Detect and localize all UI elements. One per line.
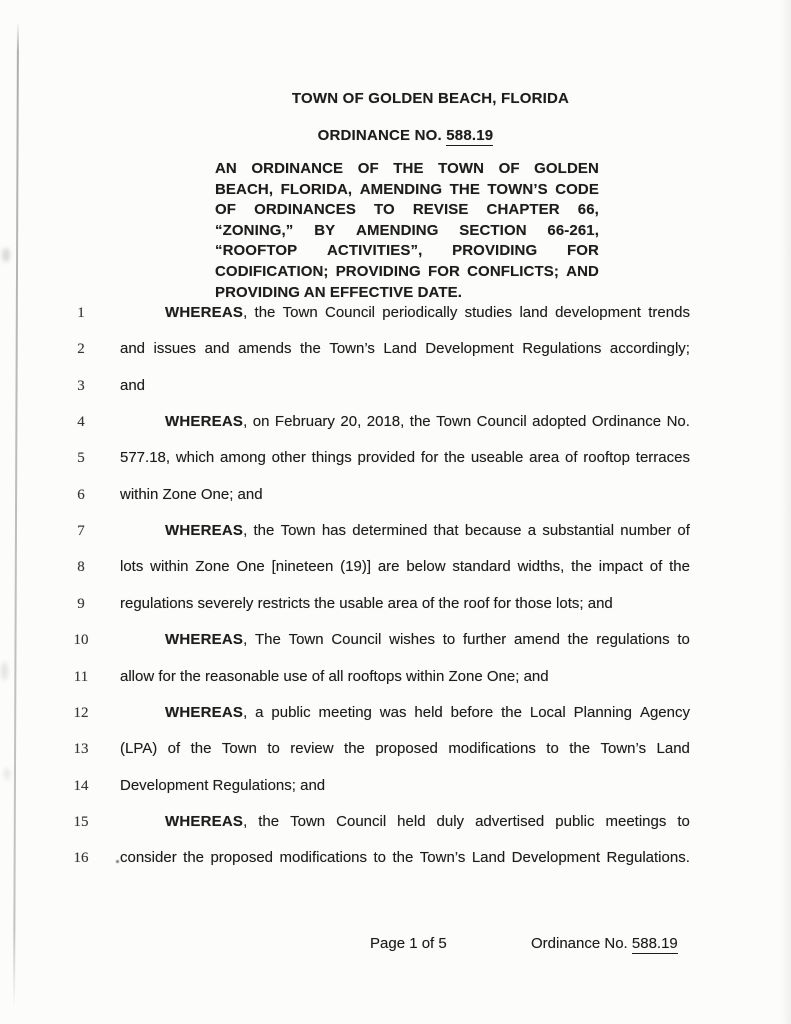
word: TO <box>374 201 395 219</box>
word: useable <box>470 449 524 467</box>
line-number: 3 <box>77 377 85 394</box>
word: Town’s <box>419 849 466 867</box>
word: the <box>299 340 321 358</box>
ordinance-number: 588.19 <box>446 127 494 144</box>
word: that <box>433 522 459 540</box>
word: consider <box>120 849 177 867</box>
word: Council <box>336 812 387 830</box>
word: AMENDING <box>359 180 443 198</box>
word: AN <box>215 160 237 177</box>
word: CONFLICTS; <box>467 262 559 280</box>
word: the <box>409 413 431 431</box>
word: 20, <box>340 413 362 431</box>
word: proposed <box>210 849 274 867</box>
word: because <box>464 522 522 540</box>
word: meetings <box>605 812 667 830</box>
ordinance-body-line <box>0 521 791 542</box>
word: REVISE <box>412 201 469 219</box>
scan-smudge <box>2 248 10 262</box>
word: the <box>569 740 591 758</box>
word: public <box>555 812 595 830</box>
word: “ZONING,” <box>215 221 294 239</box>
word: and <box>204 340 230 358</box>
word: advertised <box>475 812 545 830</box>
word: One <box>236 558 265 576</box>
word: WHEREAS, <box>165 812 248 830</box>
word: on <box>252 413 270 431</box>
word: OF <box>215 201 237 219</box>
word: BEACH, <box>215 180 274 198</box>
word: FLORIDA, <box>280 180 353 198</box>
word: before <box>450 703 494 721</box>
word: Town <box>280 522 316 540</box>
line-text: regulations severely restricts the usable area of the roof for those lots; and <box>120 594 613 612</box>
word: SECTION <box>459 221 527 239</box>
document-title: TOWN OF GOLDEN BEACH, FLORIDA <box>291 90 570 107</box>
word: Local <box>529 703 566 721</box>
line-text <box>120 448 690 468</box>
word: modifications <box>279 849 368 867</box>
word: OF <box>498 160 520 177</box>
word: Town <box>290 812 326 830</box>
ordinance-body-line <box>0 703 791 724</box>
line-text <box>120 557 690 577</box>
word: CODE <box>555 180 599 198</box>
ordinance-body-line <box>0 376 791 397</box>
word: Town <box>282 304 318 321</box>
word: among <box>220 449 266 467</box>
word: ORDINANCE <box>251 160 344 177</box>
word: wishes <box>389 631 435 649</box>
word: to <box>546 740 559 758</box>
line-text: and <box>120 376 146 394</box>
word: to <box>677 631 690 649</box>
word: Planning <box>573 703 633 721</box>
caption-line <box>215 241 599 262</box>
word: the <box>571 558 592 576</box>
word: No. <box>666 413 690 431</box>
line-text: allow for the reasonable use of all rooftops within Zone One; and <box>120 667 549 685</box>
ordinance-body-line <box>0 448 791 469</box>
word: lots <box>120 558 144 576</box>
word: the <box>344 740 365 758</box>
word: of <box>167 740 181 758</box>
line-text: within Zone One; and <box>120 485 263 503</box>
word: PROVIDING <box>452 242 538 260</box>
word: Town <box>221 740 257 758</box>
word: AND <box>566 262 599 280</box>
word: February <box>274 413 335 431</box>
line-text <box>165 303 690 323</box>
word: WHEREAS, <box>165 703 248 721</box>
word: PROVIDING <box>335 262 421 280</box>
word: 66-261, <box>547 221 599 239</box>
word: are <box>377 558 400 576</box>
word: Regulations. <box>606 849 690 867</box>
word: number <box>620 522 672 540</box>
word: THE <box>393 160 424 177</box>
caption-line <box>215 180 599 201</box>
word: THE <box>449 180 480 198</box>
word: provided <box>357 449 416 467</box>
ordinance-body-line <box>0 594 791 615</box>
word: widths, <box>517 558 565 576</box>
word: rooftop <box>583 449 630 467</box>
word: the <box>253 522 275 540</box>
word: [nineteen <box>271 558 334 576</box>
line-text <box>165 630 690 650</box>
word: FOR <box>567 242 599 260</box>
word: TOWN’S <box>487 180 548 198</box>
line-number: 1 <box>77 305 85 321</box>
line-number: 15 <box>73 813 89 830</box>
word: studies <box>464 304 513 321</box>
line-text <box>165 703 690 723</box>
word: to <box>267 740 280 758</box>
word: ACTIVITIES”, <box>326 242 423 260</box>
word: Council <box>476 413 527 431</box>
word: the <box>258 812 280 830</box>
word: to <box>677 812 690 830</box>
word: standard <box>452 558 511 576</box>
word: Town <box>288 631 324 649</box>
word: Agency <box>639 703 690 721</box>
ordinance-body-line <box>0 739 791 760</box>
word: was <box>379 703 407 721</box>
word: the <box>392 849 414 867</box>
word: of <box>677 522 690 540</box>
line-number: 4 <box>77 414 85 431</box>
ordinance-body-line <box>0 339 791 360</box>
word: impact <box>598 558 643 576</box>
line-text <box>120 848 690 868</box>
word: OF <box>357 160 379 177</box>
word: Town’s <box>600 740 647 758</box>
line-text: Development Regulations; and <box>120 776 326 794</box>
word: Council <box>331 631 382 649</box>
line-text <box>165 412 690 432</box>
word: duly <box>436 812 465 830</box>
word: Town <box>436 413 472 431</box>
word: Land <box>383 340 417 358</box>
line-number: 16 <box>73 850 89 867</box>
line-number: 14 <box>73 777 89 794</box>
caption-line <box>215 262 599 283</box>
word: the <box>190 740 212 758</box>
footer-page-number: Page 1 of 5 <box>370 935 447 952</box>
word: amend <box>514 631 560 649</box>
word: to <box>442 631 456 649</box>
word: the <box>444 449 466 467</box>
footer-ordinance-number <box>531 935 678 952</box>
word: the <box>501 703 522 721</box>
ordinance-body-line <box>0 557 791 578</box>
ordinance-body-line <box>0 303 791 324</box>
word: has <box>321 522 347 540</box>
word: the <box>669 558 690 576</box>
ordinance-body-line <box>0 485 791 506</box>
ordinance-body-line <box>0 630 791 651</box>
line-number: 13 <box>73 741 89 758</box>
word: modifications <box>448 740 536 758</box>
word: public <box>271 703 311 721</box>
word: 577.18, <box>120 449 171 467</box>
word: of <box>649 558 663 576</box>
word: CODIFICATION; <box>215 262 329 280</box>
word: Council <box>324 304 376 321</box>
caption-line <box>215 200 599 221</box>
line-number: 6 <box>77 486 85 503</box>
word: WHEREAS, <box>165 304 248 321</box>
word: trends <box>648 304 690 321</box>
word: Land <box>656 740 690 758</box>
word: accordingly; <box>609 340 690 358</box>
word: terraces <box>635 449 690 467</box>
ordinance-body-line <box>0 848 791 869</box>
word: area <box>529 449 560 467</box>
word: a <box>527 522 537 540</box>
word: 66, <box>577 201 599 219</box>
word: issues <box>153 340 197 358</box>
word: FOR <box>427 262 460 280</box>
word: of <box>564 449 578 467</box>
word: regulations <box>596 631 670 649</box>
footer-ordinance-prefix: Ordinance No. <box>531 935 632 952</box>
word: Town’s <box>329 340 375 358</box>
word: ORDINANCES <box>254 201 356 219</box>
word: the <box>183 849 205 867</box>
line-number: 12 <box>73 704 89 721</box>
word: Development <box>511 849 601 867</box>
word: things <box>311 449 352 467</box>
word: WHEREAS, <box>165 413 248 431</box>
ordinance-body-line <box>0 667 791 688</box>
word: Development <box>425 340 514 358</box>
word: amends <box>238 340 292 358</box>
word: BY <box>314 221 336 239</box>
word: (19)] <box>340 558 371 576</box>
word: Ordinance <box>591 413 662 431</box>
word: for <box>420 449 439 467</box>
line-number: 5 <box>77 450 85 467</box>
caption-line <box>215 221 599 242</box>
word: land <box>519 304 548 321</box>
word: Zone <box>195 558 230 576</box>
word: within <box>150 558 189 576</box>
word: below <box>406 558 446 576</box>
word: other <box>271 449 306 467</box>
word: the <box>567 631 589 649</box>
ordinance-number-prefix: ORDINANCE NO. <box>317 127 447 144</box>
word: Regulations <box>522 340 602 358</box>
word: TOWN <box>438 160 485 177</box>
line-text <box>165 521 690 541</box>
word: 2018, <box>366 413 405 431</box>
word: meeting <box>318 703 372 721</box>
word: to <box>373 849 386 867</box>
word: further <box>462 631 507 649</box>
footer-ordinance-value: 588.19 <box>631 935 678 952</box>
word: Land <box>471 849 506 867</box>
ordinance-body-line <box>0 412 791 433</box>
caption-line <box>215 159 599 180</box>
word: “ROOFTOP <box>215 242 298 260</box>
word: and <box>120 340 146 358</box>
word: review <box>290 740 334 758</box>
word: periodically <box>382 304 458 321</box>
word: WHEREAS, <box>165 631 248 649</box>
word: adopted <box>532 413 587 431</box>
word: which <box>175 449 215 467</box>
caption-line: PROVIDING AN EFFECTIVE DATE. <box>215 283 462 301</box>
line-number: 10 <box>73 632 89 649</box>
word: a <box>255 703 264 721</box>
line-number: 9 <box>77 595 85 612</box>
line-number: 2 <box>77 341 85 358</box>
line-text <box>165 812 690 832</box>
ordinance-body-line <box>0 812 791 833</box>
word: proposed <box>375 740 438 758</box>
line-number: 7 <box>77 523 85 540</box>
word: held <box>397 812 426 830</box>
word: GOLDEN <box>534 160 599 177</box>
line-number: 11 <box>73 668 89 685</box>
word: CHAPTER <box>486 201 560 219</box>
word: AMENDING <box>356 221 439 239</box>
word: WHEREAS, <box>165 522 248 540</box>
line-text <box>120 339 690 359</box>
word: the <box>254 304 276 321</box>
line-number: 8 <box>77 559 85 576</box>
ordinance-caption-block <box>215 159 599 303</box>
word: substantial <box>542 522 615 540</box>
word: determined <box>352 522 428 540</box>
word: (LPA) <box>120 740 158 758</box>
line-text <box>120 739 690 759</box>
word: development <box>555 304 641 321</box>
ordinance-number-heading <box>0 127 791 144</box>
word: The <box>254 631 281 649</box>
word: held <box>414 703 443 721</box>
ordinance-body-line <box>0 776 791 797</box>
